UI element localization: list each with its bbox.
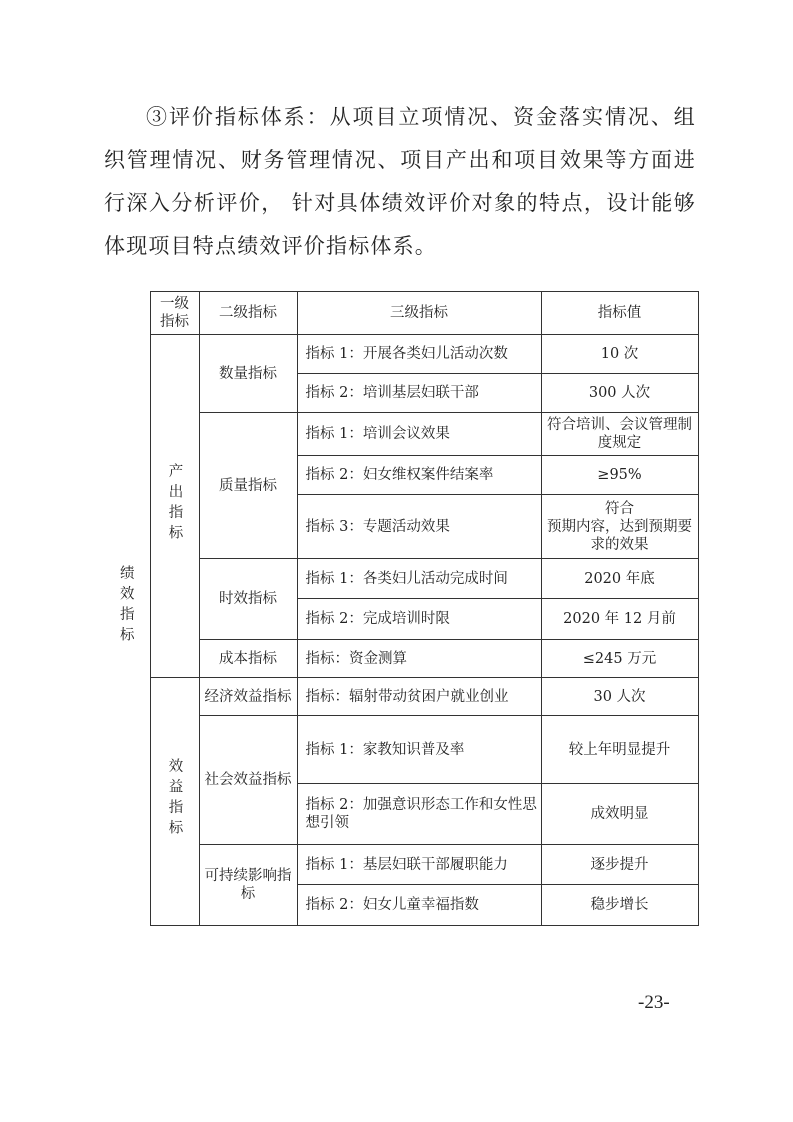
indicator-cell: 指标 1：培训会议效果: [297, 413, 541, 456]
header-level3: 三级指标: [297, 292, 541, 335]
indicator-cell: 指标 1：家教知识普及率: [297, 716, 541, 784]
value-line: 符合: [605, 500, 634, 517]
header-value: 指标值: [541, 292, 698, 335]
value-cell: [541, 495, 698, 559]
table-row: [102, 678, 698, 716]
value-cell: 符合培训、会议管理制度规定: [541, 413, 698, 456]
level1-label: 产出指标: [166, 462, 183, 545]
header-level2: 二级指标: [199, 292, 297, 335]
body-paragraph: ③评价指标体系：从项目立项情况、资金落实情况、组织管理情况、财务管理情况、项目产出和项目效果等方面进行深入分析评价， 针对具体绩效评价对象的特点，设计能够体现项目特点绩效评价指标体系。: [104, 105, 696, 258]
value-cell: 较上年明显提升: [541, 716, 698, 784]
value-line: 预期内容，达到预期要求的效果: [547, 518, 692, 553]
level2-cell: 数量指标: [199, 335, 297, 413]
root-label-cell: [102, 292, 150, 926]
value-cell: 30 人次: [541, 678, 698, 716]
value-cell: 2020 年底: [541, 559, 698, 599]
value-cell: ≤245 万元: [541, 640, 698, 678]
value-cell: ≥95%: [541, 456, 698, 495]
header-level1: 一级指标: [150, 292, 199, 335]
indicator-cell: 指标：辐射带动贫困户就业创业: [297, 678, 541, 716]
indicator-cell: 指标 3：专题活动效果: [297, 495, 541, 559]
level2-cell: 质量指标: [199, 413, 297, 559]
level1-label: 效益指标: [166, 758, 183, 840]
level1-cell-output: [150, 335, 199, 678]
level2-cell: 社会效益指标: [199, 716, 297, 845]
indicator-cell: 指标 2：加强意识形态工作和女性思想引领: [297, 784, 541, 845]
indicator-cell: 指标 1：基层妇联干部履职能力: [297, 845, 541, 885]
value-cell: 逐步提升: [541, 845, 698, 885]
indicator-table: [102, 291, 699, 926]
level2-cell: 经济效益指标: [199, 678, 297, 716]
indicator-cell: 指标 2：妇女儿童幸福指数: [297, 885, 541, 926]
indicator-cell: 指标 2：完成培训时限: [297, 599, 541, 640]
value-cell: 300 人次: [541, 374, 698, 413]
indicator-cell: 指标 1：各类妇儿活动完成时间: [297, 559, 541, 599]
table-header-row: [102, 292, 698, 335]
table-row: [102, 335, 698, 374]
level2-cell: 时效指标: [199, 559, 297, 640]
value-cell: 稳步增长: [541, 885, 698, 926]
value-cell: 2020 年 12 月前: [541, 599, 698, 640]
indicator-cell: 指标：资金测算: [297, 640, 541, 678]
level1-cell-benefit: [150, 678, 199, 926]
indicator-cell: 指标 2：培训基层妇联干部: [297, 374, 541, 413]
level2-cell: 成本指标: [199, 640, 297, 678]
level2-cell: 可持续影响指标: [199, 845, 297, 926]
indicator-cell: 指标 2：妇女维权案件结案率: [297, 456, 541, 495]
indicator-cell: 指标 1：开展各类妇儿活动次数: [297, 335, 541, 374]
value-cell: 成效明显: [541, 784, 698, 845]
root-label: 绩效指标: [117, 565, 134, 647]
value-cell: 10 次: [541, 335, 698, 374]
page-number: -23-: [638, 992, 670, 1013]
